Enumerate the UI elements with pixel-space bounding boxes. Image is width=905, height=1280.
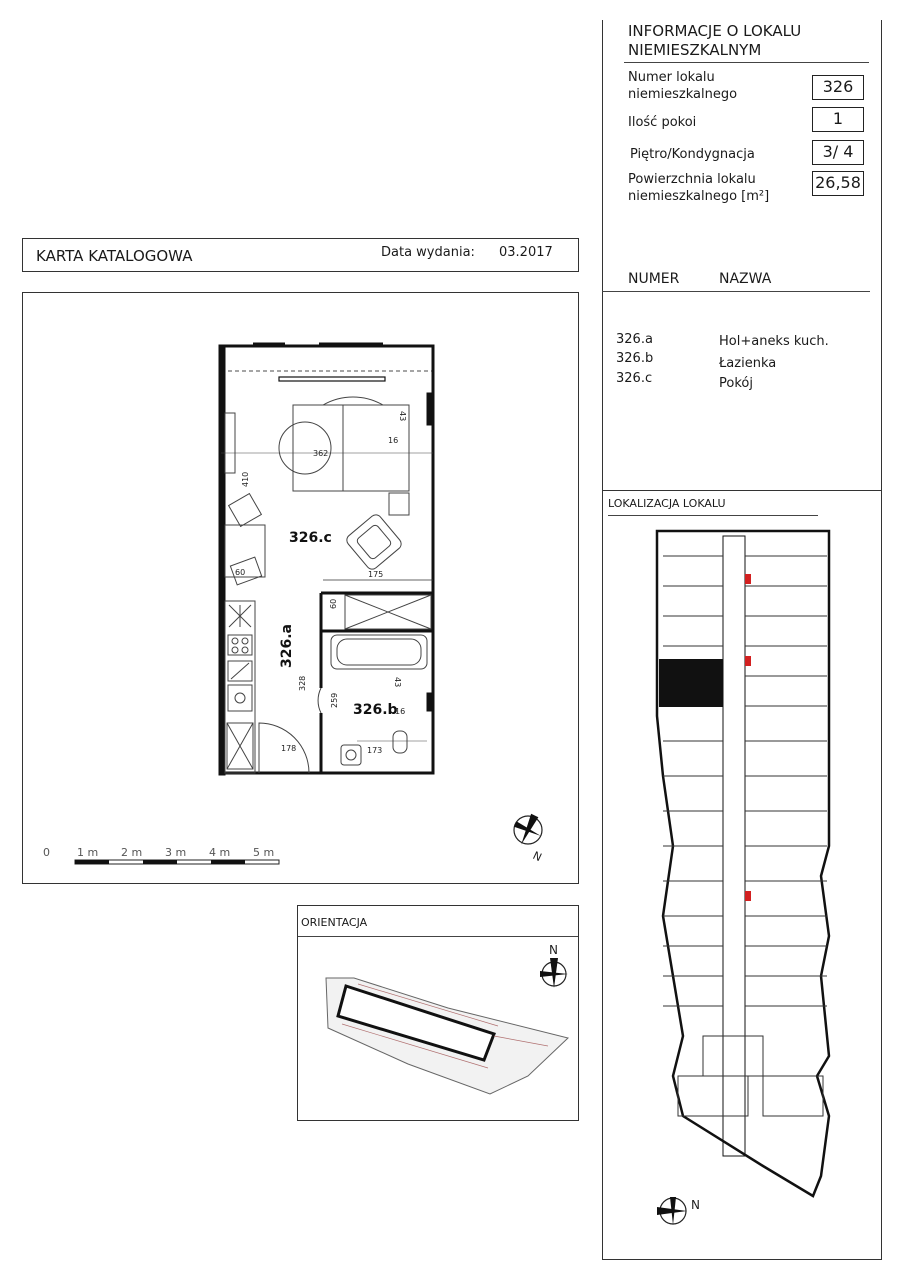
dim-173: 173 xyxy=(367,746,383,755)
scale-0: 0 xyxy=(43,846,50,859)
dim-43-bath: 43 xyxy=(393,677,402,688)
dim-60-wardrobe: 60 xyxy=(329,598,338,609)
room-name-b: Łazienka xyxy=(719,356,777,371)
catalog-header xyxy=(22,238,579,272)
plan-compass xyxy=(514,814,544,864)
armchair xyxy=(344,493,409,572)
dim-362: 362 xyxy=(313,449,329,458)
catalog-issue-label: Data wydania: xyxy=(381,245,475,260)
info-value-number: 326 xyxy=(812,75,864,100)
window-rail xyxy=(279,377,385,381)
location-highlight-unit xyxy=(659,659,723,707)
info-label-rooms: Ilość pokoi xyxy=(628,115,697,130)
location-building-plan xyxy=(603,516,881,1256)
entrance-door xyxy=(259,688,321,773)
bathtub xyxy=(331,635,427,669)
desk xyxy=(225,413,265,585)
rooms-header-name: NAZWA xyxy=(719,271,772,287)
scale-1m: 1 m xyxy=(77,846,99,859)
room-number-a: 326.a xyxy=(616,332,653,347)
floor-plan-drawing xyxy=(23,293,578,883)
dim-43-top: 43 xyxy=(398,411,407,422)
room-label-326c: 326.c xyxy=(289,530,332,546)
dim-16-bath: 16 xyxy=(395,707,406,716)
dim-259: 259 xyxy=(330,692,339,708)
orientation-frame xyxy=(297,905,579,1121)
scale-bar xyxy=(75,860,279,864)
catalog-issue-date: 03.2017 xyxy=(499,245,553,260)
info-label-number-line2: niemieszkalnego xyxy=(628,87,738,102)
orientation-compass xyxy=(540,943,568,988)
room-name-c: Pokój xyxy=(719,376,753,391)
info-title-line2: NIEMIESZKALNYM xyxy=(628,41,762,59)
svg-text:N: N xyxy=(691,1198,700,1212)
info-value-rooms: 1 xyxy=(812,107,864,132)
dim-328: 328 xyxy=(298,675,307,691)
dim-60-left: 60 xyxy=(235,568,246,577)
svg-text:N: N xyxy=(530,848,544,865)
info-value-area: 26,58 xyxy=(812,171,864,196)
info-label-area-line1: Powierzchnia lokalu xyxy=(628,172,756,187)
room-label-326b: 326.b xyxy=(353,702,398,718)
dim-410: 410 xyxy=(241,471,250,487)
floor-plan-frame xyxy=(22,292,579,884)
location-frame xyxy=(602,490,882,1260)
info-value-floor: 3/ 4 xyxy=(812,140,864,165)
scale-3m: 3 m xyxy=(165,846,187,859)
scale-2m: 2 m xyxy=(121,846,143,859)
bathroom-fixtures xyxy=(341,731,427,765)
room-label-326a: 326.a xyxy=(279,624,295,668)
dim-16-top: 16 xyxy=(388,436,399,445)
rooms-header-number: NUMER xyxy=(628,271,680,287)
kitchen xyxy=(225,601,255,773)
dim-175: 175 xyxy=(368,570,384,579)
room-number-c: 326.c xyxy=(616,371,653,386)
info-left-border xyxy=(602,20,603,490)
room-number-b: 326.b xyxy=(616,351,654,366)
catalog-title: KARTA KATALOGOWA xyxy=(36,247,193,265)
svg-text:N: N xyxy=(549,943,558,957)
info-label-area-line2: niemieszkalnego [m²] xyxy=(628,189,770,204)
dim-178: 178 xyxy=(281,744,297,753)
orientation-site-drawing xyxy=(298,936,578,1120)
room-name-a: Hol+aneks kuch. xyxy=(719,334,829,349)
info-right-border xyxy=(881,20,882,490)
location-compass xyxy=(657,1197,700,1225)
scale-4m: 4 m xyxy=(209,846,231,859)
location-title: LOKALIZACJA LOKALU xyxy=(608,497,726,510)
info-label-floor: Piętro/Kondygnacja xyxy=(630,147,755,162)
info-title-line1: INFORMACJE O LOKALU xyxy=(628,22,802,40)
orientation-title: ORIENTACJA xyxy=(301,916,368,929)
scale-5m: 5 m xyxy=(253,846,275,859)
info-label-number-line1: Numer lokalu xyxy=(628,70,715,85)
info-title-underline xyxy=(624,62,869,63)
wardrobe xyxy=(345,595,431,629)
rooms-header-line xyxy=(602,291,870,292)
